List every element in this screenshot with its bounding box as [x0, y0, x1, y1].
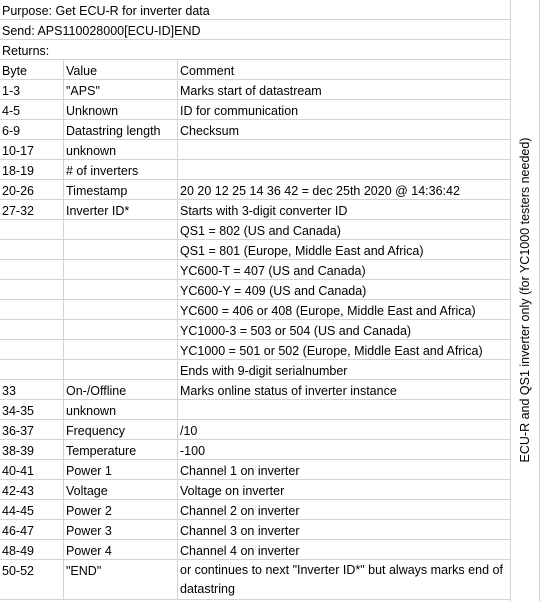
cell-comment: Channel 2 on inverter: [180, 504, 300, 518]
table-row: [0, 540, 510, 560]
cell-value: Power 3: [64, 520, 178, 539]
cell-value: Inverter ID*: [64, 200, 178, 219]
cell-byte: [0, 340, 64, 359]
table-row: [0, 240, 510, 260]
table-row: [0, 500, 510, 520]
cell-byte: [0, 320, 64, 339]
cell-comment: -100: [180, 444, 206, 458]
cell-value: Temperature: [64, 440, 178, 459]
cell-comment: Channel 4 on inverter: [180, 544, 300, 558]
cell-value: unknown: [64, 400, 178, 419]
cell-comment: Voltage on inverter: [180, 484, 285, 498]
cell-comment: YC600-T = 407 (US and Canada): [180, 264, 366, 278]
table-row: [0, 200, 510, 220]
returns-text: Returns:: [2, 44, 50, 58]
cell-value: [64, 240, 178, 259]
cell-value: "APS": [64, 80, 178, 99]
table-row: [0, 220, 510, 240]
table-row: [0, 80, 510, 100]
table-row: [0, 460, 510, 480]
cell-comment: QS1 = 802 (US and Canada): [180, 224, 341, 238]
cell-byte: 50-52: [0, 560, 64, 599]
cell-comment: [178, 160, 510, 179]
cell-comment: Marks online status of inverter instance: [180, 384, 397, 398]
cell-value: unknown: [64, 140, 178, 159]
table-row: [0, 440, 510, 460]
header-byte: Byte: [0, 60, 64, 79]
cell-byte: 40-41: [0, 460, 64, 479]
table-row: [0, 400, 510, 420]
cell-value: Frequency: [64, 420, 178, 439]
cell-byte: 20-26: [0, 180, 64, 199]
cell-value: [64, 280, 178, 299]
table-row: [0, 340, 510, 360]
table-row: [0, 420, 510, 440]
cell-byte: 4-5: [0, 100, 64, 119]
cell-byte: 34-35: [0, 400, 64, 419]
cell-byte: 6-9: [0, 120, 64, 139]
table-row: [0, 560, 510, 600]
table-row: [0, 160, 510, 180]
cell-byte: 42-43: [0, 480, 64, 499]
send-row: [0, 20, 510, 40]
cell-byte: 10-17: [0, 140, 64, 159]
table-row: [0, 100, 510, 120]
cell-comment: YC1000-3 = 503 or 504 (US and Canada): [180, 324, 412, 338]
returns-row: [0, 40, 510, 60]
header-comment: Comment: [180, 64, 235, 78]
table-row: [0, 520, 510, 540]
table-row: [0, 140, 510, 160]
cell-comment: QS1 = 801 (Europe, Middle East and Africa): [180, 244, 424, 258]
cell-byte: 1-3: [0, 80, 64, 99]
cell-byte: 27-32: [0, 200, 64, 219]
table-row: [0, 360, 510, 380]
cell-value: Power 4: [64, 540, 178, 559]
cell-byte: [0, 240, 64, 259]
cell-value: [64, 220, 178, 239]
cell-value: [64, 340, 178, 359]
table-row: [0, 320, 510, 340]
cell-value: Timestamp: [64, 180, 178, 199]
cell-value: Power 2: [64, 500, 178, 519]
cell-byte: 46-47: [0, 520, 64, 539]
side-note-text: ECU-R and QS1 inverter only (for YC1000 testers needed): [518, 137, 532, 463]
purpose-text: Purpose: Get ECU-R for inverter data: [2, 4, 210, 18]
cell-value: "END": [64, 560, 178, 599]
cell-comment: Starts with 3-digit converter ID: [180, 204, 348, 218]
cell-value: [64, 260, 178, 279]
cell-value: Power 1: [64, 460, 178, 479]
header-row: [0, 60, 510, 80]
cell-comment: YC600-Y = 409 (US and Canada): [180, 284, 367, 298]
cell-comment: ID for communication: [180, 104, 299, 118]
cell-comment: YC600 = 406 or 408 (Europe, Middle East and Africa): [180, 304, 476, 318]
cell-byte: [0, 260, 64, 279]
cell-byte: 44-45: [0, 500, 64, 519]
cell-byte: 18-19: [0, 160, 64, 179]
cell-value: Datastring length: [64, 120, 178, 139]
table-row: [0, 480, 510, 500]
table-row: [0, 180, 510, 200]
cell-comment: Marks start of datastream: [180, 84, 322, 98]
cell-comment: /10: [180, 424, 198, 438]
cell-value: [64, 320, 178, 339]
cell-value: On-/Offline: [64, 380, 178, 399]
cell-comment: [178, 140, 510, 159]
table-row: [0, 260, 510, 280]
cell-byte: [0, 360, 64, 379]
cell-value: Unknown: [64, 100, 178, 119]
cell-comment: YC1000 = 501 or 502 (Europe, Middle East and Africa): [180, 344, 483, 358]
cell-comment: 20 20 12 25 14 36 42 = dec 25th 2020 @ 14:36:42: [180, 184, 460, 198]
purpose-row: [0, 0, 510, 20]
cell-comment: [178, 400, 510, 419]
cell-comment: Channel 3 on inverter: [180, 524, 300, 538]
cell-byte: [0, 300, 64, 319]
table-row: [0, 300, 510, 320]
table-row: [0, 280, 510, 300]
cell-byte: [0, 220, 64, 239]
cell-comment: Checksum: [180, 124, 240, 138]
cell-comment: or continues to next "Inverter ID*" but always marks end of datastring: [180, 563, 503, 596]
cell-byte: 38-39: [0, 440, 64, 459]
cell-value: [64, 360, 178, 379]
header-value: Value: [64, 60, 178, 79]
cell-value: # of inverters: [64, 160, 178, 179]
cell-byte: 48-49: [0, 540, 64, 559]
send-text: Send: APS110028000[ECU-ID]END: [2, 24, 201, 38]
cell-byte: [0, 280, 64, 299]
table-row: [0, 380, 510, 400]
cell-value: Voltage: [64, 480, 178, 499]
cell-byte: 36-37: [0, 420, 64, 439]
cell-comment: Channel 1 on inverter: [180, 464, 300, 478]
cell-value: [64, 300, 178, 319]
cell-comment: Ends with 9-digit serialnumber: [180, 364, 348, 378]
table-row: [0, 120, 510, 140]
cell-byte: 33: [0, 380, 64, 399]
